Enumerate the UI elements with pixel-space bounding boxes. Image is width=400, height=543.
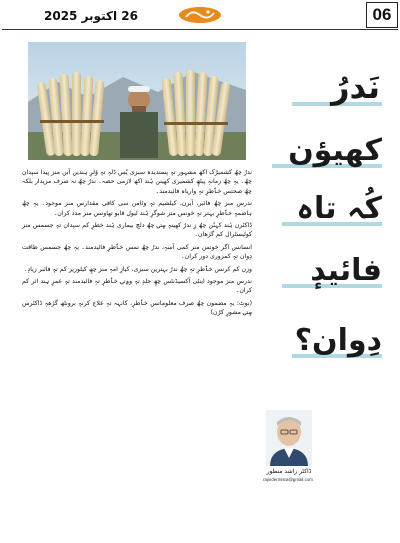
article-headline bbox=[262, 62, 392, 382]
article-paragraph: وزن کم کرنس خٲطرٕ تہِ چھُ ندرُ بہترین سبزی، کیازِ امہِ منز چھِ کیلوریز کم تہٕ فائبر زیادٕ۔ bbox=[23, 265, 252, 273]
headline-line-5: دِوان؟ bbox=[294, 323, 382, 358]
author-email[interactable]: rajindermisra@gmail.com bbox=[263, 477, 313, 482]
article-paragraph: ڈاکٹرن ہُند کہنُن چھُ زِ ندرُ کھینہٕ سٟتۍ چھُ دلچ بیماری ہُند خطرٕ کم سپدان تہٕ جسمس منز کولیسٹرال کم گژھان۔ bbox=[22, 222, 252, 239]
headline-line-1: نَدرُ bbox=[331, 68, 380, 106]
header-divider bbox=[2, 29, 398, 30]
headline-line-2: کھیؤن bbox=[288, 133, 382, 168]
article-paragraph: انسانس اگر خونس منز کمی آسہِ، ندرُ چھُ تمس خٲطرٕ فائیدمند۔ یہِ چھُ جسمس طاقت دِوان تہٕ کمزوری دور کران۔ bbox=[22, 243, 252, 261]
page-header bbox=[0, 0, 400, 30]
article-paragraph: ندرس منز چھُ فائبر، آیرن، کیلشیم تہٕ وٹامن سی کافی مقدارس منز موجود۔ یہِ چھُ ہاضمہٕ خٲطرٕ بہتر تہٕ خونس منز شوگرٕ ہُند لیول قابو تھاونس منز مدد کران۔ bbox=[22, 200, 252, 217]
author-avatar bbox=[266, 410, 312, 466]
masthead-logo bbox=[178, 6, 222, 24]
article-paragraph: ندرُ چھُ کشمیرُک اکھ مشہور تہٕ پسندیدہ سبزی یُس ڈلہِ تہٕ وُلرِ ہندین آبن منز پیدا سپدان چھُ۔ یہِ چھُ زمانہِ پیٹھٕ کشمیری کھینن ہُند اکھ لازمی حصہ۔ ندرُ چھُ نہ صرف مزیدار بلکہ چھُ صحتس خٲطرٕ تہِ واریاہ فائیدمند۔ bbox=[22, 169, 252, 195]
page-number: 06 bbox=[366, 2, 398, 28]
author-name: ڈاکٹر راشد منظور bbox=[266, 468, 312, 475]
article-note: (نوٹ: یہِ مضمون چھُ صرف معلوماتس خٲطرٕ، کانہہ تہِ علاج کرنہٕ برونٹھ گژھہِ ڈاکٹرس سٟتۍ مشورٕ کرُن) bbox=[22, 299, 252, 317]
issue-date: 26 اکتوبر 2025 bbox=[44, 9, 138, 23]
headline-line-4: فائیدٕ bbox=[310, 253, 382, 288]
headline-line-3: کُہ تاہ bbox=[296, 191, 382, 226]
article-body bbox=[22, 168, 252, 530]
article-paragraph: ندرس منز موجود اینٹی آکسیڈنٹس چھِ جلدٕ تہٕ وۄنۍ خٲطرٕ تہِ فائیدمند تہٕ عمرٕ ہِند اثر کم کران۔ bbox=[22, 278, 252, 295]
lotus-stem-photo bbox=[28, 42, 246, 160]
